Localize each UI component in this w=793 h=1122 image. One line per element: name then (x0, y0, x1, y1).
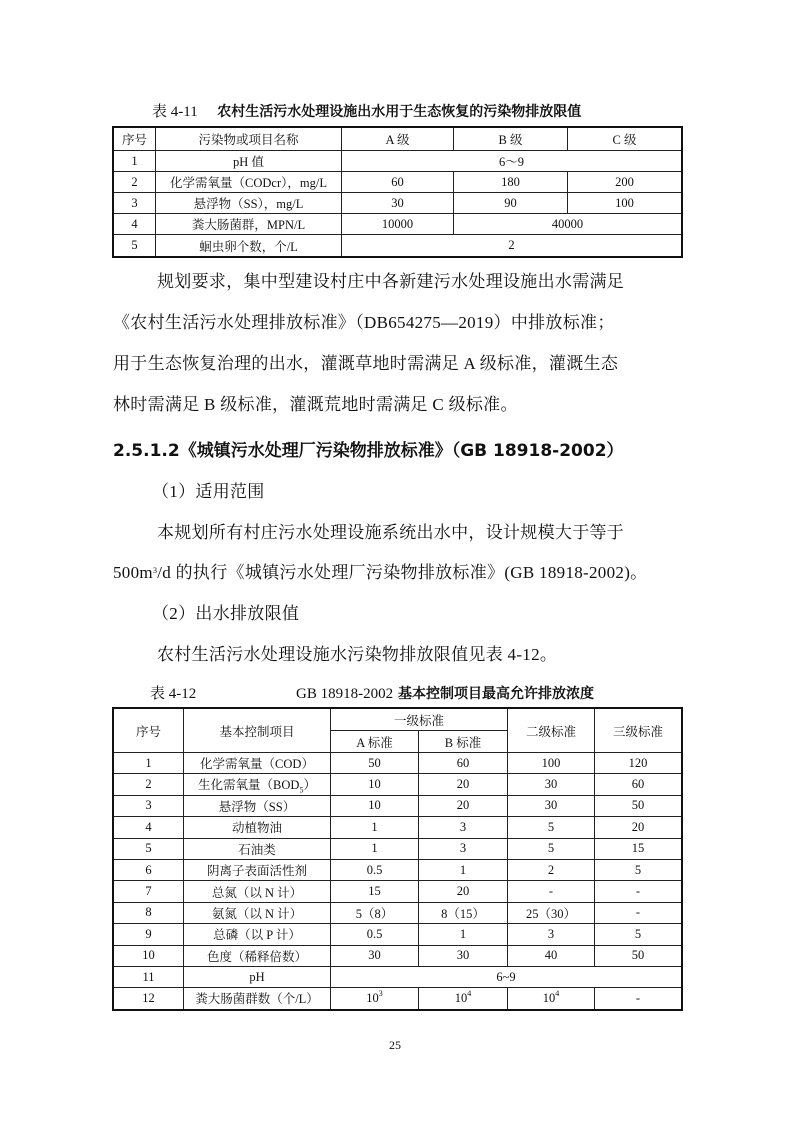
section-heading: 2.5.1.2《城镇污水处理厂污染物排放标准》（GB 18918-2002） (113, 441, 624, 461)
table-row (114, 172, 682, 193)
text-fragment: 生化需氧量（BOD (198, 777, 300, 792)
cell-g2: 30 (508, 774, 595, 795)
table2-header-row (114, 709, 682, 731)
table-row (114, 838, 682, 859)
table-row (114, 774, 682, 795)
cell-g3: - (595, 988, 682, 1009)
cell-b: 20 (419, 774, 508, 795)
cell-b: 20 (419, 795, 508, 816)
cell-b: 3 (419, 817, 508, 838)
cell-item: 动植物油 (184, 817, 331, 838)
paragraph-line (113, 556, 647, 590)
cell-no: 5 (114, 838, 184, 859)
cell-a: 10000 (342, 214, 454, 235)
table1-header-cell: A 级 (342, 128, 454, 151)
cell-g3: 20 (595, 817, 682, 838)
table2-caption-standard: GB 18918-2002 (296, 686, 394, 702)
paragraph-line: 本规划所有村庄污水处理设施系统出水中，设计规模大于等于 (157, 523, 625, 542)
cell-g3: 5 (595, 859, 682, 880)
table-row (114, 795, 682, 816)
cell-merged: 6～9 (342, 151, 682, 172)
cell-g2: 40 (508, 945, 595, 966)
cell-g2: 2 (508, 859, 595, 880)
paragraph-line: 农村生活污水处理设施水污染物排放限值见表 4-12。 (157, 645, 558, 664)
cell-b (419, 988, 508, 1009)
subheading: （2）出水排放限值 (152, 604, 300, 623)
table1-header-cell: 污染物或项目名称 (156, 128, 342, 151)
cell-merged: 6~9 (331, 966, 682, 987)
table-row (114, 753, 682, 774)
text-fragment: ） (303, 777, 316, 792)
cell-a: 0.5 (331, 924, 419, 945)
cell-no: 12 (114, 988, 184, 1009)
cell-b: 1 (419, 924, 508, 945)
table1-caption-title: 农村生活污水处理设施出水用于生态恢复的污染物排放限值 (217, 104, 582, 120)
cell-no: 8 (114, 902, 184, 923)
base: 10 (542, 990, 556, 1005)
table1-caption-number: 表 4-11 (152, 104, 198, 120)
exponent: 4 (555, 988, 560, 998)
cell-no: 5 (114, 235, 156, 257)
cell-no: 10 (114, 945, 184, 966)
table2-caption-number: 表 4-12 (150, 686, 197, 702)
cell-g3: 15 (595, 838, 682, 859)
cell-name: pH 值 (156, 151, 342, 172)
cell-b: 8（15） (419, 902, 508, 923)
exponent: 3 (378, 988, 383, 998)
header-grade1: 一级标准 (331, 709, 508, 731)
cell-g2: - (508, 881, 595, 902)
cell-b: 90 (454, 193, 568, 214)
cell-item: 总氮（以 N 计） (184, 881, 331, 902)
cell-c: 200 (568, 172, 682, 193)
cell-b: 20 (419, 881, 508, 902)
cell-a: 1 (331, 817, 419, 838)
cell-b: 180 (454, 172, 568, 193)
table-row (114, 902, 682, 923)
table-row (114, 966, 682, 987)
cell-no: 11 (114, 966, 184, 987)
table-row (114, 945, 682, 966)
cell-no: 4 (114, 817, 184, 838)
cell-a: 30 (331, 945, 419, 966)
table-row (114, 924, 682, 945)
cell-no: 1 (114, 151, 156, 172)
cell-no: 1 (114, 753, 184, 774)
header-a: A 标准 (331, 731, 419, 753)
text-fragment: /d 的执行《城镇污水处理厂污染物排放标准》(GB 18918-2002)。 (157, 563, 648, 582)
cell-g2: 5 (508, 817, 595, 838)
cell-b: 3 (419, 838, 508, 859)
cell-g3: - (595, 902, 682, 923)
cell-g3: 5 (595, 924, 682, 945)
superscript: 3 (152, 566, 158, 575)
cell-no: 2 (114, 172, 156, 193)
table1-header-cell: 序号 (114, 128, 156, 151)
table-row (114, 151, 682, 172)
cell-g3: 120 (595, 753, 682, 774)
cell-item: 阴离子表面活性剂 (184, 859, 331, 880)
cell-a: 50 (331, 753, 419, 774)
cell-g2: 5 (508, 838, 595, 859)
header-item: 基本控制项目 (184, 709, 331, 753)
cell-item: pH (184, 966, 331, 987)
table-row (114, 235, 682, 257)
cell-a: 1 (331, 838, 419, 859)
base: 10 (454, 990, 468, 1005)
table2 (113, 708, 682, 1010)
cell-g2 (508, 988, 595, 1009)
cell-no: 7 (114, 881, 184, 902)
subscript: 5 (299, 785, 304, 795)
cell-b: 60 (419, 753, 508, 774)
cell-no: 9 (114, 924, 184, 945)
cell-g3: 50 (595, 945, 682, 966)
cell-a (331, 988, 419, 1009)
cell-no: 3 (114, 795, 184, 816)
cell-b: 1 (419, 859, 508, 880)
base: 10 (366, 990, 379, 1005)
cell-no: 2 (114, 774, 184, 795)
cell-g3: 60 (595, 774, 682, 795)
table1-header-cell: C 级 (568, 128, 682, 151)
cell-item: 化学需氧量（COD） (184, 753, 331, 774)
table1-header-row (114, 128, 682, 151)
cell-name: 粪大肠菌群，MPN/L (156, 214, 342, 235)
cell-c: 100 (568, 193, 682, 214)
table-row (114, 988, 682, 1009)
cell-item (184, 774, 331, 795)
cell-name: 蛔虫卵个数，个/L (156, 235, 342, 257)
cell-g2: 30 (508, 795, 595, 816)
cell-no: 3 (114, 193, 156, 214)
table-row (114, 859, 682, 880)
cell-g3: 50 (595, 795, 682, 816)
cell-item: 氨氮（以 N 计） (184, 902, 331, 923)
cell-a: 0.5 (331, 859, 419, 880)
paragraph-line: 规划要求，集中型建设村庄中各新建污水处理设施出水需满足 (157, 272, 625, 291)
page-number: 25 (389, 1038, 401, 1052)
cell-item: 色度（稀释倍数） (184, 945, 331, 966)
cell-no: 4 (114, 214, 156, 235)
paragraph-line: 《农村生活污水处理排放标准》（DB654275—2019）中排放标准； (113, 313, 615, 332)
paragraph-line: 用于生态恢复治理的出水，灌溉草地时需满足 A 级标准，灌溉生态 (113, 354, 619, 373)
cell-g2: 100 (508, 753, 595, 774)
table2-caption (150, 682, 594, 703)
subheading: （1）适用范围 (152, 482, 265, 501)
header-no: 序号 (114, 709, 184, 753)
cell-name: 悬浮物（SS），mg/L (156, 193, 342, 214)
cell-a: 10 (331, 774, 419, 795)
cell-no: 6 (114, 859, 184, 880)
table-row (114, 881, 682, 902)
table-row (114, 817, 682, 838)
cell-item: 悬浮物（SS） (184, 795, 331, 816)
exponent: 4 (467, 988, 472, 998)
cell-item: 总磷（以 P 计） (184, 924, 331, 945)
cell-a: 30 (342, 193, 454, 214)
table-row (114, 214, 682, 235)
cell-a: 60 (342, 172, 454, 193)
header-b: B 标准 (419, 731, 508, 753)
header-grade3: 三级标准 (595, 709, 682, 753)
table1 (113, 127, 682, 257)
cell-a: 10 (331, 795, 419, 816)
cell-g2: 3 (508, 924, 595, 945)
cell-name: 化学需氧量（CODcr），mg/L (156, 172, 342, 193)
cell-item: 石油类 (184, 838, 331, 859)
cell-g2: 25（30） (508, 902, 595, 923)
header-grade2: 二级标准 (508, 709, 595, 753)
table2-caption-title: 基本控制项目最高允许排放浓度 (397, 686, 594, 702)
text-fragment: 500m (113, 563, 153, 582)
table1-header-cell: B 级 (454, 128, 568, 151)
cell-a: 15 (331, 881, 419, 902)
paragraph-line: 林时需满足 B 级标准，灌溉荒地时需满足 C 级标准。 (113, 395, 518, 414)
table-row (114, 193, 682, 214)
cell-merged: 2 (342, 235, 682, 257)
table1-caption (152, 100, 581, 121)
cell-bc: 40000 (454, 214, 682, 235)
cell-item: 粪大肠菌群数（个/L） (184, 988, 331, 1009)
cell-a: 5（8） (331, 902, 419, 923)
cell-g3: - (595, 881, 682, 902)
cell-b: 30 (419, 945, 508, 966)
